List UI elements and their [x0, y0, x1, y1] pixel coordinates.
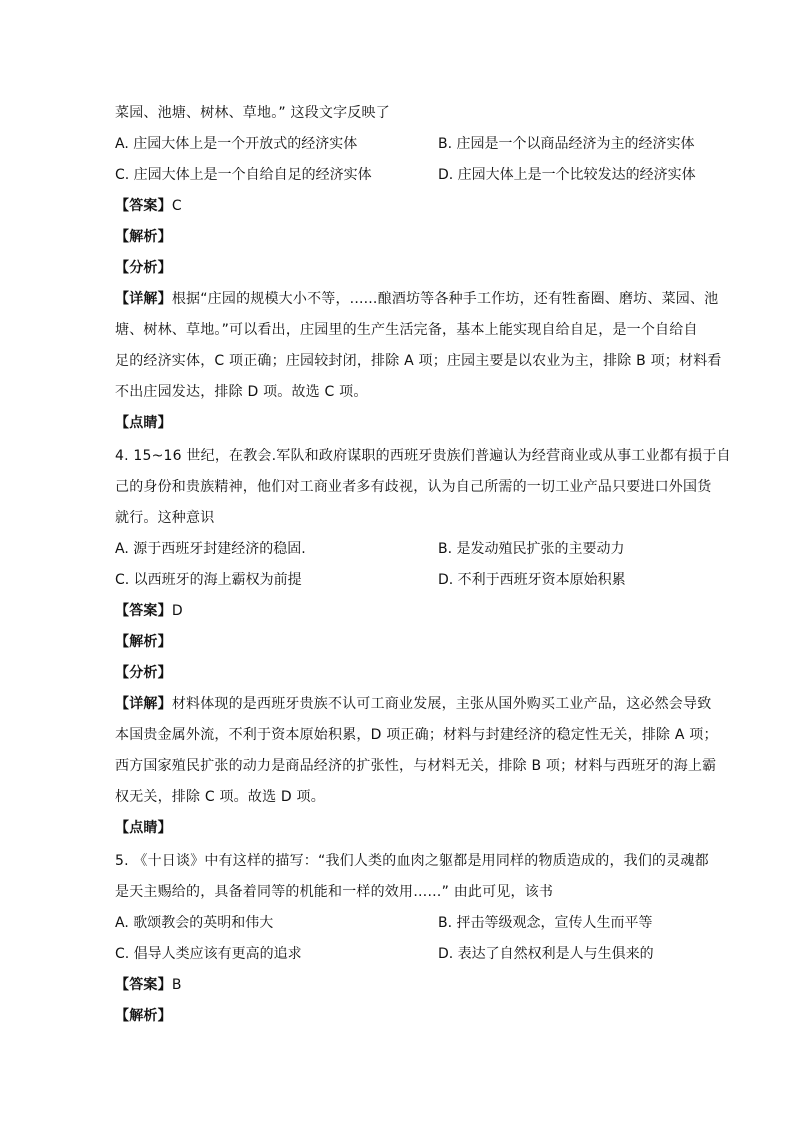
answer-label: 【答案】: [115, 603, 172, 619]
q4-option-a: A. 源于西班牙封建经济的稳固.: [115, 541, 306, 557]
q3-analysis-label: 【解析】: [115, 229, 172, 245]
q4-fenxi-label: 【分析】: [115, 665, 172, 681]
q4-option-d: D. 不利于西班牙资本原始积累: [438, 572, 626, 588]
q5-option-b: B. 抨击等级观念，宣传人生而平等: [438, 915, 653, 931]
q4-stem-line-3: 就行。这种意识: [115, 510, 215, 526]
answer-value: C: [171, 198, 182, 214]
q4-detail-line-2: 本国贵金属外流，不利于资本原始积累，D 项正确；材料与封建经济的稳定性无关，排除 A 项；: [115, 727, 718, 743]
q5-answer: [115, 975, 182, 995]
q4-analysis-label: 【解析】: [115, 634, 172, 650]
detail-label: 【详解】: [115, 696, 172, 712]
detail-label: 【详解】: [115, 291, 172, 307]
q5-option-c: C. 倡导人类应该有更高的追求: [115, 946, 302, 962]
q5-option-a: A. 歌颂教会的英明和伟大: [115, 915, 274, 931]
q4-option-c: C. 以西班牙的海上霸权为前提: [115, 572, 302, 588]
q3-dianjing-label: 【点睛】: [115, 415, 172, 431]
q4-detail-line-3: 西方国家殖民扩张的动力是商品经济的扩张性，与材料无关，排除 B 项；材料与西班牙的海上霸: [115, 758, 717, 774]
q4-stem-line-2: 己的身份和贵族精神，他们对工商业者多有歧视，认为自己所需的一切工业产品只要进口外国货: [115, 479, 712, 495]
q3-detail-line-2: 塘、树林、草地。”可以看出，庄园里的生产生活完备，基本上能实现自给自足，是一个自给自: [115, 322, 698, 338]
answer-label: 【答案】: [115, 977, 172, 993]
q3-detail-line-1: [115, 289, 718, 309]
q4-stem-line-1: 4. 15~16 世纪，在教会.军队和政府谋职的西班牙贵族们普遍认为经营商业或从事工业都有损于自: [115, 448, 731, 464]
q4-option-b: B. 是发动殖民扩张的主要动力: [438, 541, 625, 557]
q3-option-d: D. 庄园大体上是一个比较发达的经济实体: [438, 167, 696, 183]
q3-stem-tail: 菜园、池塘、树林、草地。” 这段文字反映了: [115, 105, 390, 121]
q3-fenxi-label: 【分析】: [115, 260, 172, 276]
answer-value: D: [171, 603, 183, 619]
q3-detail-line-3: 足的经济实体，C 项正确；庄园较封闭，排除 A 项；庄园主要是以农业为主，排除 B 项；材料看: [115, 353, 722, 369]
answer-value: B: [171, 977, 182, 993]
q4-detail-line-4: 权无关，排除 C 项。故选 D 项。: [115, 789, 325, 805]
q4-answer: [115, 601, 183, 621]
q5-stem-line-2: 是天主赐给的，具备着同等的机能和一样的效用……” 由此可见，该书: [115, 884, 554, 900]
q4-dianjing-label: 【点睛】: [115, 820, 172, 836]
q3-answer: [115, 196, 182, 216]
q5-option-d: D. 表达了自然权利是人与生俱来的: [438, 946, 654, 962]
q3-detail-line-4: 不出庄园发达，排除 D 项。故选 C 项。: [115, 384, 368, 400]
q3-option-b: B. 庄园是一个以商品经济为主的经济实体: [438, 136, 695, 152]
q3-option-c: C. 庄园大体上是一个自给自足的经济实体: [115, 167, 372, 183]
answer-label: 【答案】: [115, 198, 172, 214]
detail-text: 根据“庄园的规模大小不等，......酿酒坊等各种手工作坊，还有牲畜圈、磨坊、菜园、池: [171, 291, 719, 307]
q3-option-a: A. 庄园大体上是一个开放式的经济实体: [115, 136, 358, 152]
q5-analysis-label: 【解析】: [115, 1008, 172, 1024]
q4-detail-line-1: [115, 694, 711, 714]
detail-text: 材料体现的是西班牙贵族不认可工商业发展，主张从国外购买工业产品，这必然会导致: [171, 696, 712, 712]
q5-stem-line-1: 5. 《十日谈》中有这样的描写：“我们人类的血肉之躯都是用同样的物质造成的，我们的灵魂都: [115, 853, 709, 869]
